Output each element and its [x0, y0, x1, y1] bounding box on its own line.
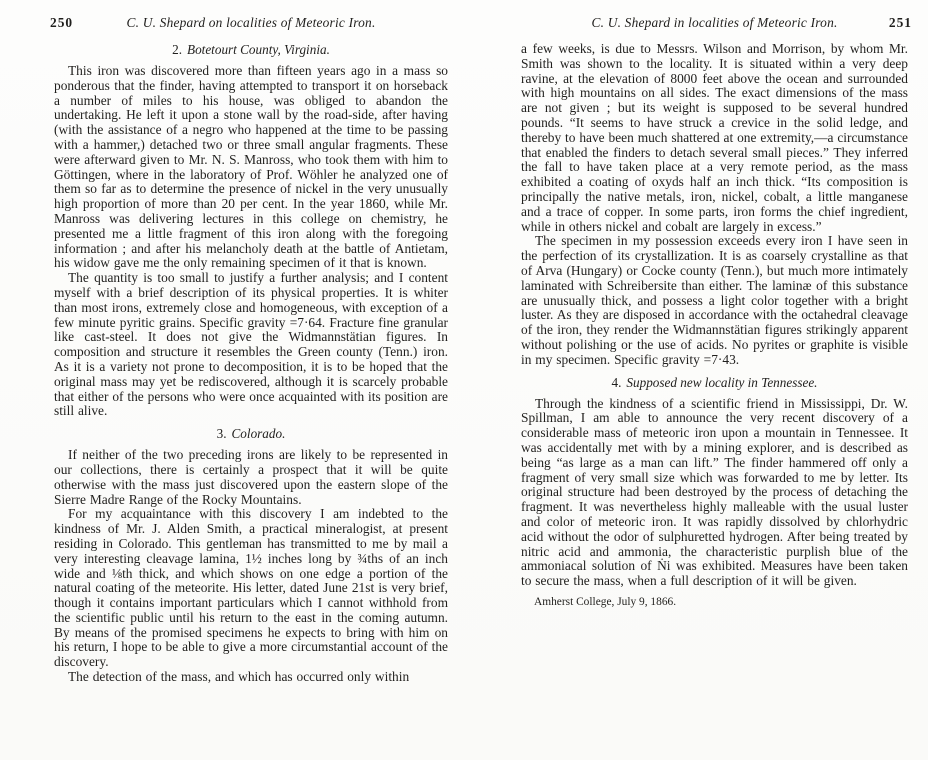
paragraph-tennessee-1: Through the kindness of a scientific friend in Mississippi, Dr. W. Spillman, I am able to announce the very recent discovery of a considerable mass of meteoric iron upon a mountain in Tennessee. It was accidentally met with by a mining explorer, and is described as being “as large as a man can lift.” The finder hammered off only a fragment of very small size which was forwarded to me by letter. Its original structure had been destroyed by the process of detaching the fragment. It was nevertheless highly malleable with the usual luster and color of meteoric iron. It was rapidly dissolved by chlorhydric acid without the odor of sulphuretted hydrogen. After being treated by nitric acid and ammonia, the characteristic purplish blue of the ammoniacal solution of Ṅi was exhibited. Measures have been taken to secure the mass, when a full description of it will be given.	[521, 395, 908, 589]
section-heading-botetourt	[54, 42, 448, 58]
page-header-left	[50, 15, 448, 34]
running-head-right: C. U. Shepard in localities of Meteoric Iron.	[591, 15, 838, 30]
section-number: 2.	[172, 42, 183, 57]
paragraph-colorado-2: For my acquaintance with this discovery I am indebted to the kindness of Mr. J. Alden Smith, a practical mineralogist, at present residing in Colorado. This gentleman has transmitted to me by mail a very interesting cleavage lamina, 1½ inches long by ¾ths of an inch wide and ⅛th thick, and which shows on one edge a portion of the natural coating of the meteorite. His letter, dated June 21st is very brief, though it contains important particulars which I cannot withhold from the scientific public until his return to the east in the coming autumn. By means of the promised specimens he expects to bring with him on his return, I hope to be able to give a more circumstantial account of the discovery.	[54, 506, 448, 670]
page-251	[464, 0, 928, 760]
paragraph-colorado-3: The detection of the mass, and which has occurred only within	[68, 669, 410, 685]
paragraph-colorado-1: If neither of the two preceding irons are likely to be represented in our collections, there is certainly a prospect that it will be quite otherwise with the mass just discovered upon the eastern slope of the Sierre Madre Range of the Rocky Mountains.	[54, 447, 448, 507]
page-header-right	[521, 15, 912, 34]
running-head-left: C. U. Shepard on localities of Meteoric Iron.	[126, 15, 376, 30]
section-number: 3.	[216, 426, 227, 442]
section-heading-tennessee	[521, 375, 908, 391]
page-number-left: 250	[50, 15, 74, 30]
paragraph-specimen: The specimen in my possession exceeds every iron I have seen in the perfection of its crystallization. It is as coarsely crystalline as that of Arva (Hungary) or Cocke county (Tenn.), but much more intimately laminated with Schreibersite than either. The laminæ of this substance are unusually thick, and possess a light color together with a bright luster. As they are disposed in accordance with the octahedral cleavage of the iron, they render the Widmannstätian figures strikingly apparent without polishing or the use of acids. No pyrites or graphite is visible in my specimen. Specific gravity =7·43.	[521, 233, 908, 367]
page-number-right: 251	[888, 15, 912, 30]
paragraph-colorado-continued: a few weeks, is due to Messrs. Wilson and Morrison, by whom Mr. Smith was shown to the locality. It is situated within a very deep ravine, at the elevation of 8000 feet above the ocean and surrounded with high mountains on all sides. The exact dimensions of the mass are not given ; but its weight is supposed to be several hundred pounds. “It seems to have struck a crevice in the solid ledge, and thereby to have been much shattered at one extremity,—a circumstance that enabled the finders to detach several small pieces.” They inferred the fall to have taken place at a very remote period, as the mass exhibited a coating of oxyds half an inch thick. “Its composition is principally the native metals, iron, nickel, cobalt, a little manganese and a trace of copper. In some parts, iron forms the chief ingredient, while in others nickel and cobalt are largely in excess.”	[521, 41, 908, 234]
section-number: 4.	[611, 374, 622, 390]
section-title: Botetourt County, Virginia.	[187, 42, 330, 57]
paragraph-botetourt-2: The quantity is too small to justify a further analysis; and I content myself with a brief description of its physical properties. It is whiter than most irons, extremely close and homogeneous, with exception of a few minute pyritic grains. Specific gravity =7·64. Fracture fine granular like cast-steel. It does not give the Widmannstätian figures. In composition and structure it resembles the Green county (Tenn.) iron. As it is a variety not prone to decomposition, it is to be hoped that the original mass may yet be rediscovered, although it is scarcely probable that either of the persons who were once acquainted with its position are still alive.	[54, 270, 448, 419]
section-title: Colorado.	[231, 426, 286, 442]
section-title: Supposed new locality in Tennessee.	[626, 374, 818, 390]
section-heading-colorado	[54, 426, 448, 442]
signature-line: Amherst College, July 9, 1866.	[534, 595, 677, 608]
paragraph-botetourt-1: This iron was discovered more than fifteen years ago in a mass so ponderous that the finder, having attempted to transport it on horseback a number of miles to his house, was obliged to abandon the undertaking. He left it upon a stone wall by the road-side, after having (with the assistance of a negro who happened at the time to be passing with a hammer,) detached two or three small angular fragments. These were afterward given to Mr. N. S. Manross, who took them with him to Göttingen, where in the laboratory of Prof. Wöhler he analyzed one of them so far as to determine the presence of nickel in the very unusually high proportion of more than 20 per cent. In the year 1860, while Mr. Manross was delivering lectures in this college on chemistry, he presented me a little fragment of this iron along with the foregoing information ; and after his melancholy death at the battle of Antietam, his widow gave me the only remaining specimen of it that is known.	[54, 63, 448, 271]
